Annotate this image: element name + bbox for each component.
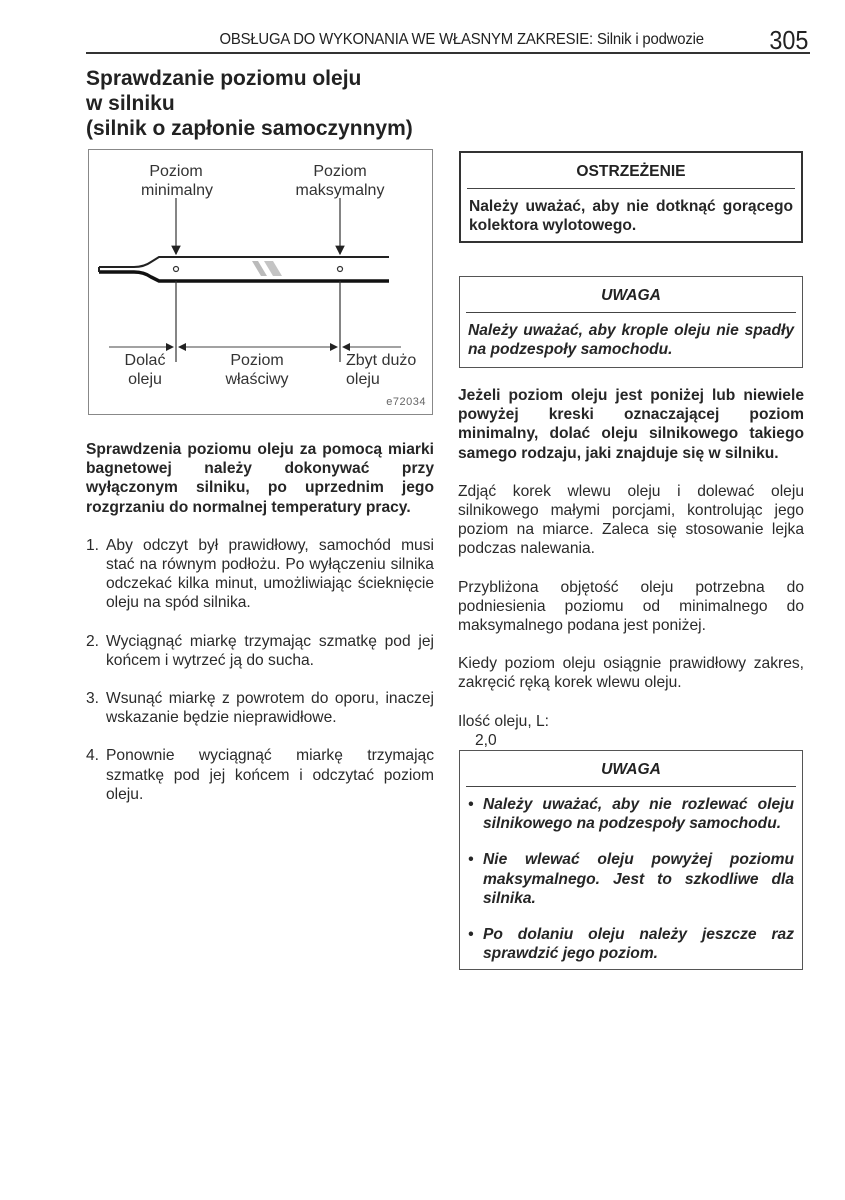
bullet-item — [468, 850, 794, 908]
step-text: Wsunąć miarkę z powrotem do oporu, inaczej wskazanie będzie nieprawidłowe. — [106, 690, 434, 727]
left-column — [86, 440, 434, 804]
oil-quantity-label: Ilość oleju, L: — [458, 712, 550, 730]
step-item — [86, 632, 434, 670]
bullet-icon: • — [468, 796, 474, 813]
label-too-much-oil — [346, 351, 416, 389]
bullet-text: Należy uważać, aby nie rozlewać oleju silnikowego na podzespoły samochodu. — [483, 796, 794, 833]
notice-heading: UWAGA — [601, 287, 661, 304]
section-title-line: Sprawdzanie poziomu oleju — [86, 67, 362, 90]
step-number: 4. — [86, 747, 100, 765]
notice-heading: UWAGA — [601, 761, 661, 778]
step-number: 2. — [86, 632, 100, 650]
label-minimum-level — [141, 162, 214, 200]
label-proper-level — [219, 351, 295, 389]
section-title-line: (silnik o zapłonie samoczynnym) — [86, 117, 413, 140]
step-item — [86, 536, 434, 613]
page-header — [86, 26, 810, 54]
step-number: 3. — [86, 690, 100, 708]
warning-text: Należy uważać, aby nie dotknąć gorącego kolektora wylotowego. — [469, 198, 793, 235]
warning-heading: OSTRZEŻENIE — [576, 163, 686, 180]
bullet-item — [468, 925, 794, 963]
bullet-text: Nie wlewać oleju powyżej poziomu maksymalnego. Jest to szkodliwe dla silnika. — [483, 851, 794, 907]
close-cap-paragraph: Kiedy poziom oleju osiągnie prawidłowy zakres, zakręcić ręką korek wlewu oleju. — [458, 655, 804, 692]
notice-box-bullets — [459, 750, 803, 970]
warning-box — [459, 151, 803, 243]
notice-text: Należy uważać, aby krople oleju nie spadły na podzespoły samochodu. — [468, 322, 794, 359]
label-line: Zbyt dużo — [346, 352, 417, 369]
step-item — [86, 746, 434, 804]
oil-quantity-value: 2,0 — [475, 731, 497, 749]
bullet-text: Po dolaniu oleju należy jeszcze raz sprawdzić jego poziom. — [483, 926, 794, 963]
bullet-icon: • — [468, 926, 474, 944]
bullet-item — [468, 795, 794, 833]
label-line: maksymalny — [295, 182, 385, 199]
notice-bullet-list — [460, 787, 802, 972]
label-maximum-level — [295, 162, 385, 200]
step-item — [86, 689, 434, 727]
figure-code: e72034 — [386, 396, 426, 408]
label-line: Poziom — [149, 163, 203, 180]
label-line: minimalny — [141, 182, 214, 199]
bullet-icon: • — [468, 851, 474, 869]
notice-box — [459, 276, 803, 368]
right-column — [458, 386, 804, 750]
step-text: Ponownie wyciągnąć miarkę trzymając szmatkę pod jej końcem i odczytać poziom oleju. — [106, 747, 434, 803]
step-number: 1. — [86, 536, 100, 554]
procedure-steps — [86, 536, 434, 804]
volume-paragraph: Przybliżona objętość oleju potrzebna do podniesienia poziomu od minimalnego do maksymalnego podana jest poniżej. — [458, 578, 804, 635]
running-header-title: OBSŁUGA DO WYKONANIA WE WŁASNYM ZAKRESIE: Silnik i podwozie — [219, 31, 704, 48]
refill-intro-paragraph: Jeżeli poziom oleju jest poniżej lub niewiele powyżej kreski oznaczającej poziom minimalny, dolać oleju silnikowego takiego samego rodzaju, jaki znajduje się w silniku. — [458, 387, 804, 462]
label-add-oil — [117, 351, 173, 389]
intro-paragraph: Sprawdzenia poziomu oleju za pomocą miarki bagnetowej należy dokonywać przy wyłączonym silniku, po uprzednim jego rozgrzaniu do normalnej temperatury pracy. — [86, 441, 434, 516]
section-title-line: w silniku — [86, 92, 175, 115]
label-line: Dolać — [124, 352, 166, 369]
page-number: 305 — [768, 25, 808, 55]
label-line: Poziom — [230, 352, 284, 369]
label-line: właściwy — [225, 371, 289, 388]
label-line: oleju — [346, 371, 380, 388]
step-text: Wyciągnąć miarkę trzymając szmatkę pod jej końcem i wytrzeć ją do sucha. — [106, 632, 434, 669]
refill-paragraph: Zdjąć korek wlewu oleju i dolewać oleju silnikowego małymi porcjami, kontrolując jego poziom na miarce. Zaleca się stosowanie lejka podczas nalewania. — [458, 482, 804, 558]
label-line: oleju — [128, 371, 162, 388]
step-text: Aby odczyt był prawidłowy, samochód musi stać na równym podłożu. Po wyłączeniu silnika odczekać kilka minut, umożliwiając ścieknięcie oleju na spód silnika. — [106, 536, 434, 612]
label-line: Poziom — [313, 163, 367, 180]
section-title — [86, 66, 413, 141]
dipstick-diagram — [88, 149, 433, 415]
